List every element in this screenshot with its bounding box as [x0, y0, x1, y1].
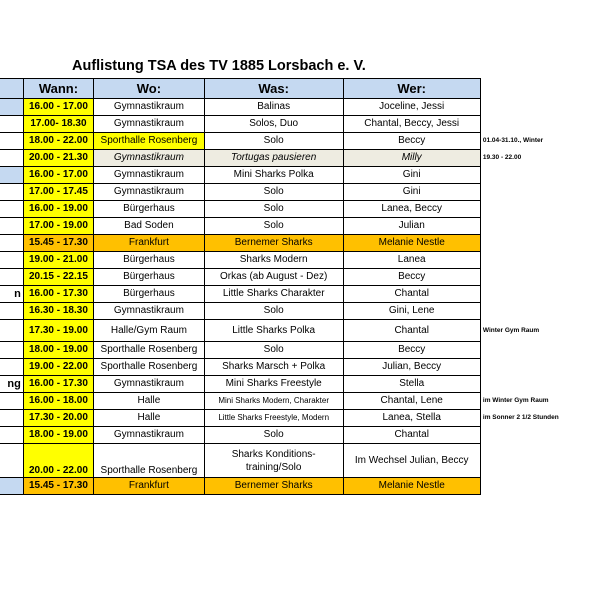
- note-cell: [480, 99, 581, 116]
- wo-cell: Frankfurt: [93, 478, 204, 495]
- was-cell: Little Sharks Polka: [204, 320, 343, 342]
- was-cell: Sharks Marsch + Polka: [204, 359, 343, 376]
- wo-cell: Bad Soden: [93, 218, 204, 235]
- table-row: [0, 359, 582, 376]
- wer-cell: Julian, Beccy: [343, 359, 480, 376]
- wer-cell: Chantal, Beccy, Jessi: [343, 116, 480, 133]
- was-cell: Solos, Duo: [204, 116, 343, 133]
- wann-cell: 16.30 - 18.30: [23, 303, 93, 320]
- wer-cell: Gini: [343, 184, 480, 201]
- table-row: [0, 478, 582, 495]
- wer-cell: Beccy: [343, 133, 480, 150]
- day-cell: [0, 303, 23, 320]
- wo-cell: Bürgerhaus: [93, 201, 204, 218]
- was-cell: Balinas: [204, 99, 343, 116]
- was-cell: Solo: [204, 201, 343, 218]
- table-row: [0, 201, 582, 218]
- was-cell: Solo: [204, 303, 343, 320]
- day-cell: [0, 133, 23, 150]
- wo-cell: Bürgerhaus: [93, 286, 204, 303]
- day-cell: [0, 201, 23, 218]
- wann-cell: 18.00 - 22.00: [23, 133, 93, 150]
- wann-cell: 17.00- 18.30: [23, 116, 93, 133]
- table-row: [0, 184, 582, 201]
- day-cell: [0, 427, 23, 444]
- day-cell: [0, 252, 23, 269]
- table-row: [0, 99, 582, 116]
- note-cell: 01.04-31.10., Winter: [482, 137, 544, 144]
- col-header-wer: Wer:: [343, 79, 480, 99]
- note-cell: im Winter Gym Raum: [482, 397, 549, 404]
- was-cell: Solo: [204, 427, 343, 444]
- wo-cell: Sporthalle Rosenberg: [93, 359, 204, 376]
- wann-cell: 15.45 - 17.30: [23, 478, 93, 495]
- table-row: [0, 286, 582, 303]
- day-cell: [0, 235, 23, 252]
- wo-cell: Gymnastikraum: [93, 427, 204, 444]
- wann-cell: 20.00 - 22.00: [23, 444, 93, 478]
- day-cell: [0, 99, 23, 116]
- note-cell: [480, 359, 581, 376]
- table-row: [0, 235, 582, 252]
- table-row: [0, 116, 582, 133]
- table-row: [0, 427, 582, 444]
- wann-cell: 19.00 - 21.00: [23, 252, 93, 269]
- wann-cell: 16.00 - 17.30: [23, 286, 93, 303]
- table-row: [0, 167, 582, 184]
- was-cell: Little Sharks Freestyle, Modern: [204, 410, 343, 427]
- wo-cell: Gymnastikraum: [93, 150, 204, 167]
- wo-cell: Halle: [93, 410, 204, 427]
- table-row: [0, 342, 582, 359]
- was-cell: Sharks Konditions-training/Solo: [204, 444, 343, 478]
- note-cell: [480, 167, 581, 184]
- day-cell: [0, 167, 23, 184]
- wo-cell: Sporthalle Rosenberg: [93, 133, 204, 150]
- note-cell: [480, 427, 581, 444]
- was-cell: Mini Sharks Polka: [204, 167, 343, 184]
- table-row: [0, 150, 582, 167]
- day-cell: [0, 184, 23, 201]
- day-cell: [0, 342, 23, 359]
- note-cell: [480, 201, 581, 218]
- was-cell: Mini Sharks Modern, Charakter: [204, 393, 343, 410]
- wer-cell: Im Wechsel Julian, Beccy: [343, 444, 480, 478]
- wo-cell: Halle/Gym Raum: [93, 320, 204, 342]
- wann-cell: 17.30 - 19.00: [23, 320, 93, 342]
- table-row: [0, 252, 582, 269]
- table-row: [0, 218, 582, 235]
- wer-cell: Melanie Nestle: [343, 235, 480, 252]
- schedule-table: [0, 78, 582, 495]
- wo-cell: Gymnastikraum: [93, 99, 204, 116]
- wann-cell: 20.00 - 21.30: [23, 150, 93, 167]
- wann-cell: 19.00 - 22.00: [23, 359, 93, 376]
- wer-cell: Julian: [343, 218, 480, 235]
- wer-cell: Gini, Lene: [343, 303, 480, 320]
- note-cell: [480, 376, 581, 393]
- note-header: [480, 79, 581, 99]
- day-cell: [0, 393, 23, 410]
- note-cell: [480, 342, 581, 359]
- was-cell: Orkas (ab August - Dez): [204, 269, 343, 286]
- was-cell: Little Sharks Charakter: [204, 286, 343, 303]
- wer-cell: Lanea: [343, 252, 480, 269]
- table-row: [0, 269, 582, 286]
- wer-cell: Stella: [343, 376, 480, 393]
- day-cell: n: [0, 286, 23, 303]
- was-cell: Mini Sharks Freestyle: [204, 376, 343, 393]
- header-row: [0, 79, 582, 99]
- wann-cell: 15.45 - 17.30: [23, 235, 93, 252]
- wo-cell: Sporthalle Rosenberg: [93, 342, 204, 359]
- note-cell: [480, 116, 581, 133]
- note-cell: 19.30 - 22.00: [482, 154, 522, 161]
- day-cell: [0, 269, 23, 286]
- note-cell: Winter Gym Raum: [482, 326, 540, 334]
- was-cell: Solo: [204, 342, 343, 359]
- wann-cell: 17.30 - 20.00: [23, 410, 93, 427]
- table-row: [0, 376, 582, 393]
- day-cell: [0, 218, 23, 235]
- was-cell: Bernemer Sharks: [204, 478, 343, 495]
- wann-cell: 16.00 - 17.30: [23, 376, 93, 393]
- wer-cell: Milly: [343, 150, 480, 167]
- note-cell: im Sonner 2 1/2 Stunden: [482, 414, 559, 421]
- wo-cell: Bürgerhaus: [93, 252, 204, 269]
- wo-cell: Sporthalle Rosenberg: [93, 444, 204, 478]
- day-cell: [0, 359, 23, 376]
- col-header-was: Was:: [204, 79, 343, 99]
- was-cell: Solo: [204, 218, 343, 235]
- table-row: [0, 133, 582, 150]
- page-title: Auflistung TSA des TV 1885 Lorsbach e. V.: [72, 58, 366, 74]
- wo-cell: Bürgerhaus: [93, 269, 204, 286]
- wann-cell: 16.00 - 18.00: [23, 393, 93, 410]
- wann-cell: 17.00 - 19.00: [23, 218, 93, 235]
- wo-cell: Gymnastikraum: [93, 116, 204, 133]
- note-cell: [480, 269, 581, 286]
- was-cell: Solo: [204, 184, 343, 201]
- wo-cell: Gymnastikraum: [93, 303, 204, 320]
- day-cell: [0, 150, 23, 167]
- day-cell: ng: [0, 376, 23, 393]
- was-cell: Solo: [204, 133, 343, 150]
- table-row: [0, 303, 582, 320]
- wann-cell: 20.15 - 22.15: [23, 269, 93, 286]
- wer-cell: Chantal: [343, 427, 480, 444]
- wo-cell: Gymnastikraum: [93, 376, 204, 393]
- wer-cell: Lanea, Stella: [343, 410, 480, 427]
- wann-cell: 18.00 - 19.00: [23, 427, 93, 444]
- was-cell: Tortugas pausieren: [204, 150, 343, 167]
- note-cell: [480, 235, 581, 252]
- wann-cell: 16.00 - 17.00: [23, 99, 93, 116]
- day-cell: [0, 116, 23, 133]
- wer-cell: Beccy: [343, 269, 480, 286]
- note-cell: [480, 286, 581, 303]
- wann-cell: 17.00 - 17.45: [23, 184, 93, 201]
- wo-cell: Gymnastikraum: [93, 167, 204, 184]
- col-header-wo: Wo:: [93, 79, 204, 99]
- day-header: [0, 79, 23, 99]
- was-cell: Bernemer Sharks: [204, 235, 343, 252]
- was-cell: Sharks Modern: [204, 252, 343, 269]
- note-cell: [480, 303, 581, 320]
- table-row: [0, 410, 582, 427]
- wer-cell: Chantal, Lene: [343, 393, 480, 410]
- day-cell: [0, 410, 23, 427]
- table-row: [0, 393, 582, 410]
- table-row: [0, 444, 582, 478]
- wann-cell: 16.00 - 17.00: [23, 167, 93, 184]
- wer-cell: Chantal: [343, 286, 480, 303]
- day-cell: [0, 444, 23, 478]
- note-cell: [480, 184, 581, 201]
- note-cell: [480, 444, 581, 478]
- note-cell: [480, 218, 581, 235]
- wo-cell: Halle: [93, 393, 204, 410]
- col-header-wann: Wann:: [23, 79, 93, 99]
- wer-cell: Gini: [343, 167, 480, 184]
- wer-cell: Melanie Nestle: [343, 478, 480, 495]
- wo-cell: Gymnastikraum: [93, 184, 204, 201]
- day-cell: [0, 478, 23, 495]
- wann-cell: 16.00 - 19.00: [23, 201, 93, 218]
- table-row: [0, 320, 582, 342]
- wo-cell: Frankfurt: [93, 235, 204, 252]
- wann-cell: 18.00 - 19.00: [23, 342, 93, 359]
- wer-cell: Chantal: [343, 320, 480, 342]
- wer-cell: Beccy: [343, 342, 480, 359]
- wer-cell: Lanea, Beccy: [343, 201, 480, 218]
- wer-cell: Joceline, Jessi: [343, 99, 480, 116]
- note-cell: [480, 252, 581, 269]
- day-cell: [0, 320, 23, 342]
- note-cell: [480, 478, 581, 495]
